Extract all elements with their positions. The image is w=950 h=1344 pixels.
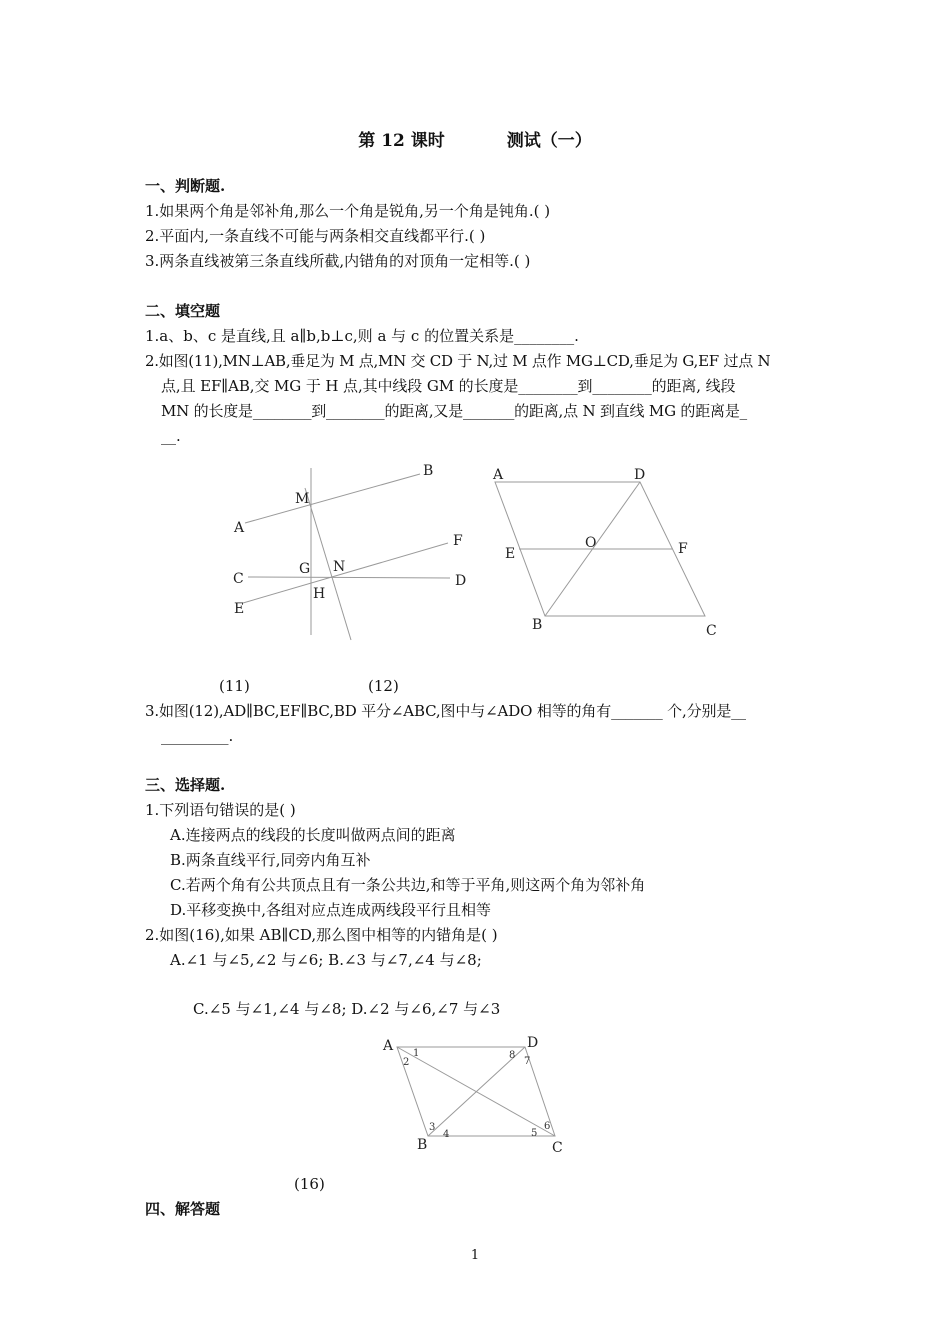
fill-q2-line3: MN 的长度是________到________的距离,又是_______的距离,点 N 到直线 MG 的距离是_ <box>161 402 747 420</box>
angle-label-3: 3 <box>429 1122 436 1133</box>
fig11-label-m: M <box>295 491 310 507</box>
fig16-label-c: C <box>552 1140 563 1156</box>
choice-q2-options-ab: A.∠1 与∠5,∠2 与∠6; B.∠3 与∠7,∠4 与∠8; <box>170 951 482 969</box>
fig11-label-a: A <box>234 520 245 536</box>
figure-11-labels <box>233 463 466 617</box>
fig12-caption: (12) <box>368 677 399 695</box>
fig11-label-h: H <box>313 586 326 602</box>
section1-heading: 一、判断题. <box>145 177 226 195</box>
fig11-label-g: G <box>299 561 311 577</box>
figure-16 <box>397 1047 555 1136</box>
figure-12-labels <box>492 467 717 639</box>
fig12-label-f: F <box>678 541 688 557</box>
choice-q1: 1.下列语句错误的是( ) <box>145 801 296 819</box>
lesson-label: 第 12 课时 <box>358 131 445 151</box>
fig12-label-o: O <box>585 535 597 551</box>
judge-item-2: 2.平面内,一条直线不可能与两条相交直线都平行.( ) <box>145 227 486 245</box>
fig16-label-a: A <box>383 1038 394 1054</box>
fig11-label-e: E <box>234 601 245 617</box>
fig12-label-e: E <box>505 546 516 562</box>
line-ab <box>245 474 420 523</box>
fill-q3-line1: 3.如图(12),AD∥BC,EF∥BC,BD 平分∠ABC,图中与∠ADO 相等的角有_______ 个,分别是__ <box>145 702 746 720</box>
fig11-label-c: C <box>233 571 244 587</box>
angle-label-8: 8 <box>509 1050 516 1061</box>
fig11-label-d: D <box>455 573 467 589</box>
fill-q2-line1: 2.如图(11),MN⊥AB,垂足为 M 点,MN 交 CD 于 N,过 M 点作 MG⊥CD,垂足为 G,EF 过点 N <box>145 352 771 370</box>
choice-q1-option-a: A.连接两点的线段的长度叫做两点间的距离 <box>170 826 456 844</box>
test-label: 测试（一） <box>506 131 592 151</box>
judge-item-3: 3.两条直线被第三条直线所截,内错角的对顶角一定相等.( ) <box>145 252 531 270</box>
fig11-label-n: N <box>333 559 346 575</box>
fig12-label-b: B <box>532 617 543 633</box>
fill-q2-line4: __. <box>161 427 181 445</box>
choice-q2: 2.如图(16),如果 AB∥CD,那么图中相等的内错角是( ) <box>145 926 498 944</box>
fig12-label-c: C <box>706 623 717 639</box>
fig16-label-d: D <box>527 1035 539 1051</box>
line-ef <box>243 543 448 603</box>
section2-heading: 二、填空题 <box>145 302 221 320</box>
angle-label-6: 6 <box>544 1121 551 1132</box>
fig12-label-d: D <box>634 467 646 483</box>
angle-label-2: 2 <box>403 1057 410 1068</box>
choice-q1-option-d: D.平移变换中,各组对应点连成两线段平行且相等 <box>170 901 492 919</box>
fill-q1: 1.a、b、c 是直线,且 a∥b,b⊥c,则 a 与 c 的位置关系是________. <box>145 327 579 345</box>
figure-11 <box>243 468 450 640</box>
figure-12 <box>495 482 705 616</box>
angle-label-7: 7 <box>524 1056 531 1067</box>
page-number: 1 <box>470 1248 480 1263</box>
angle-label-4: 4 <box>443 1129 450 1140</box>
line-cd <box>248 577 450 578</box>
fig11-caption: (11) <box>219 677 250 695</box>
angle-label-1: 1 <box>413 1048 420 1059</box>
fill-q2-line2: 点,且 EF∥AB,交 MG 于 H 点,其中线段 GM 的长度是________到________的距离, 线段 <box>161 377 736 395</box>
fig16-label-b: B <box>417 1137 428 1153</box>
fill-q3-line2: _________. <box>161 727 234 745</box>
angle-label-5: 5 <box>531 1128 538 1139</box>
fig11-label-f: F <box>453 533 463 549</box>
choice-q2-options-cd: C.∠5 与∠1,∠4 与∠8; D.∠2 与∠6,∠7 与∠3 <box>193 1000 501 1018</box>
judge-item-1: 1.如果两个角是邻补角,那么一个角是锐角,另一个角是钝角.( ) <box>145 202 551 220</box>
section4-heading: 四、解答题 <box>145 1200 221 1218</box>
choice-q1-option-c: C.若两个角有公共顶点且有一条公共边,和等于平角,则这两个角为邻补角 <box>170 876 646 894</box>
choice-q1-option-b: B.两条直线平行,同旁内角互补 <box>170 851 371 869</box>
section3-heading: 三、选择题. <box>145 776 226 794</box>
fig12-label-a: A <box>493 467 504 483</box>
fig11-label-b: B <box>423 463 434 479</box>
fig16-caption: (16) <box>294 1175 325 1193</box>
